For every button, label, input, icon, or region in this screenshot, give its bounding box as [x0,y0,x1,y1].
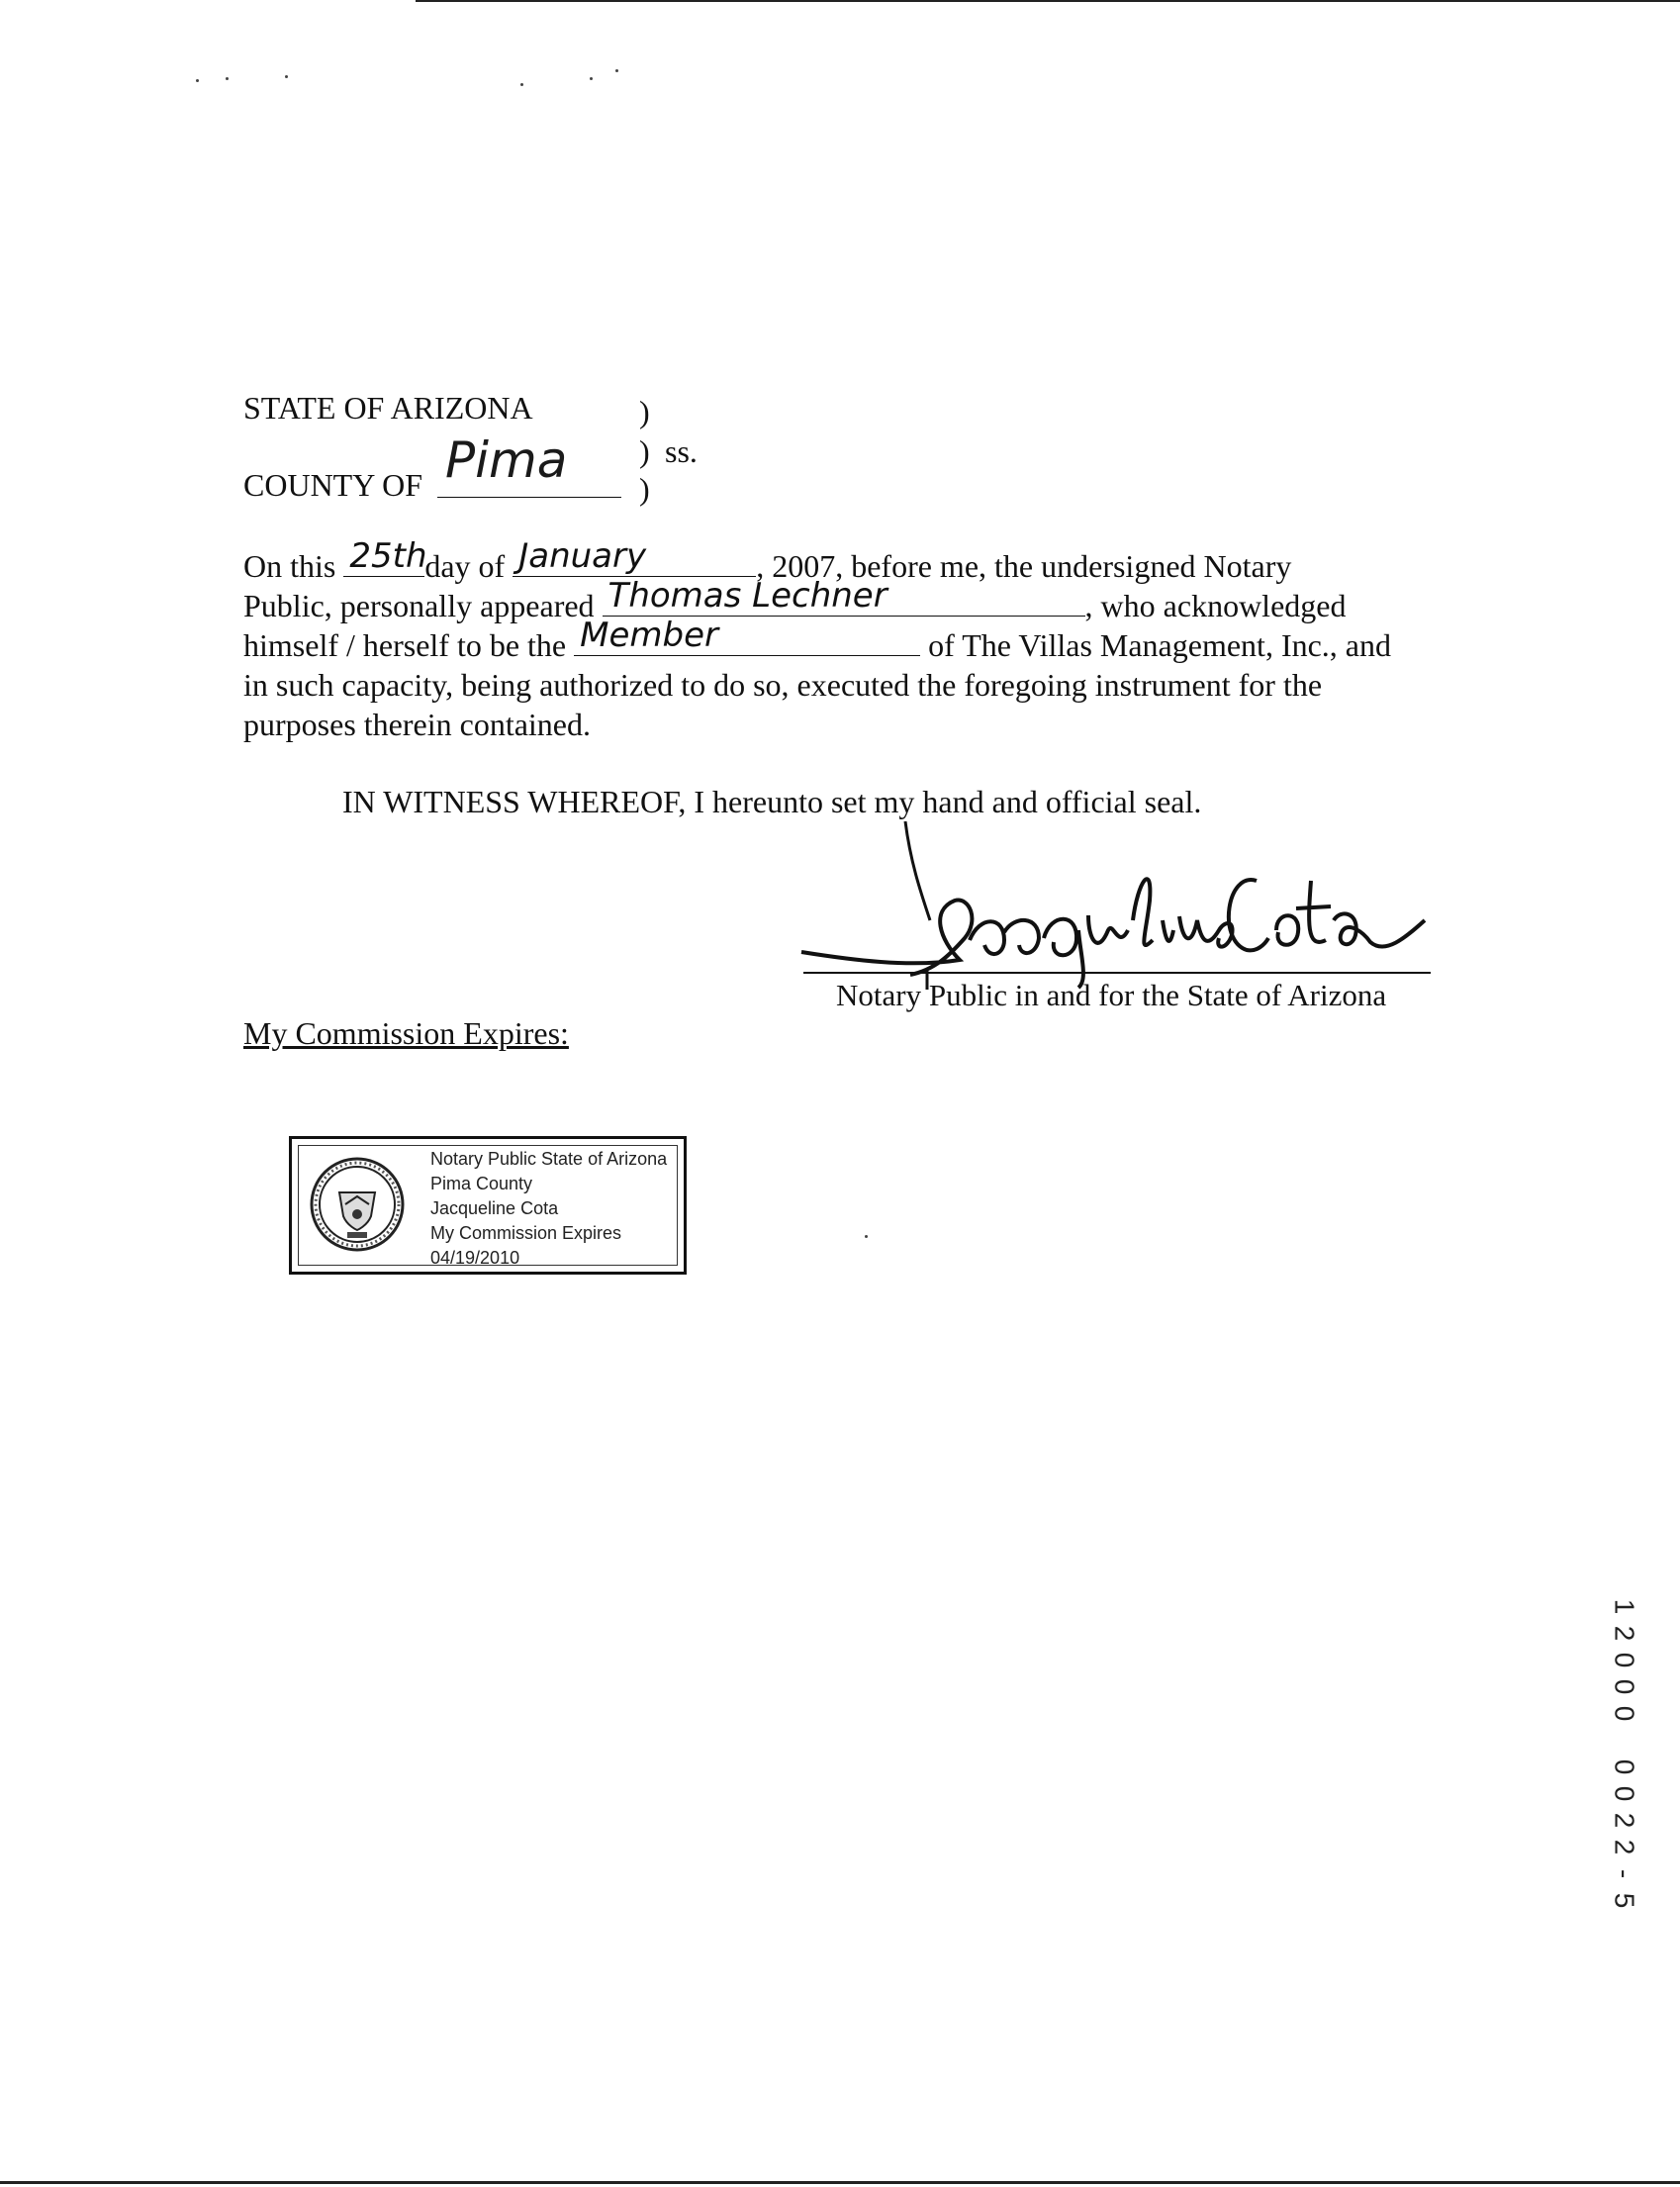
acknowledgment-line-5 [243,705,1431,744]
acknowledgment-text-4: in such capacity, being authorized to do so, executed the foregoing instrument for the [243,667,1323,703]
notary-caption: Notary Public in and for the State of Arizona [836,978,1387,1012]
scan-speck [520,83,523,86]
signature-line [803,972,1431,974]
month-handwritten: January [518,536,647,576]
document-number-char: 2 [1609,1625,1640,1642]
acknowledgment-line-3 [243,616,1431,665]
month-blank [513,536,756,577]
scan-speck [285,75,288,78]
bottom-border-line [0,2181,1680,2184]
ss-label: ss. [665,433,698,469]
person-blank [603,576,1085,617]
venue-paren-3: ) [639,471,650,507]
state-label: STATE OF ARIZONA [243,390,533,426]
stamp-line-1: Notary Public State of Arizona [430,1149,668,1169]
notary-signature [792,821,1435,990]
stamp-line-2: Pima County [430,1174,533,1193]
scan-speck [226,77,229,80]
stamp-line-5: 04/19/2010 [430,1248,520,1268]
scan-speck [865,1235,868,1238]
title-blank [574,616,920,656]
title-handwritten: Member [580,616,718,655]
day-handwritten: 25th [349,536,427,576]
text-of-company: of The Villas Management, Inc., and [928,627,1391,663]
text-day-of: day of [424,548,506,584]
document-number-char: 0 [1609,1652,1640,1668]
document-number-char: 1 [1609,1598,1640,1615]
county-blank-line [437,497,621,498]
top-border-line [416,0,1680,2]
document-number-char: 0 [1609,1785,1640,1802]
venue-paren-2: ) [639,433,650,469]
scan-speck [590,77,593,80]
document-number-char: 5 [1609,1892,1640,1909]
stamp-line-4: My Commission Expires [430,1223,622,1243]
venue-paren-1: ) [639,394,650,429]
stamp-text [430,1147,667,1271]
day-blank [343,536,427,577]
document-number-char: - [1609,1868,1640,1879]
document-number-char: 2 [1609,1812,1640,1829]
text-who: , who acknowledged [1084,588,1347,623]
stamp-line-3: Jacqueline Cota [430,1198,559,1218]
county-label: COUNTY OF [243,467,423,503]
text-year: , 2007, before me, the undersigned Notary [756,548,1292,584]
text-on-this: On this [243,548,336,584]
document-number-char: 0 [1609,1759,1640,1775]
person-handwritten: Thomas Lechner [607,576,887,616]
commission-expires-label: My Commission Expires: [243,1015,569,1051]
scan-speck [615,69,618,72]
text-himself: himself / herself to be the [243,627,567,663]
document-number-char: 2 [1609,1839,1640,1855]
witness-statement: IN WITNESS WHEREOF, I hereunto set my hand and official seal. [342,784,1202,819]
acknowledgment-text-5: purposes therein contained. [243,707,591,742]
county-handwritten: Pima [445,431,568,489]
acknowledgment-line-4 [243,665,1431,705]
document-number-char: 0 [1609,1705,1640,1722]
acknowledgment-line-2 [243,576,1431,625]
notary-stamp [289,1136,687,1275]
scan-speck [196,79,199,82]
arizona-seal-icon [308,1155,407,1254]
document-number [1605,1593,1644,1914]
document-number-char: 0 [1609,1678,1640,1695]
text-public: Public, personally appeared [243,588,595,623]
